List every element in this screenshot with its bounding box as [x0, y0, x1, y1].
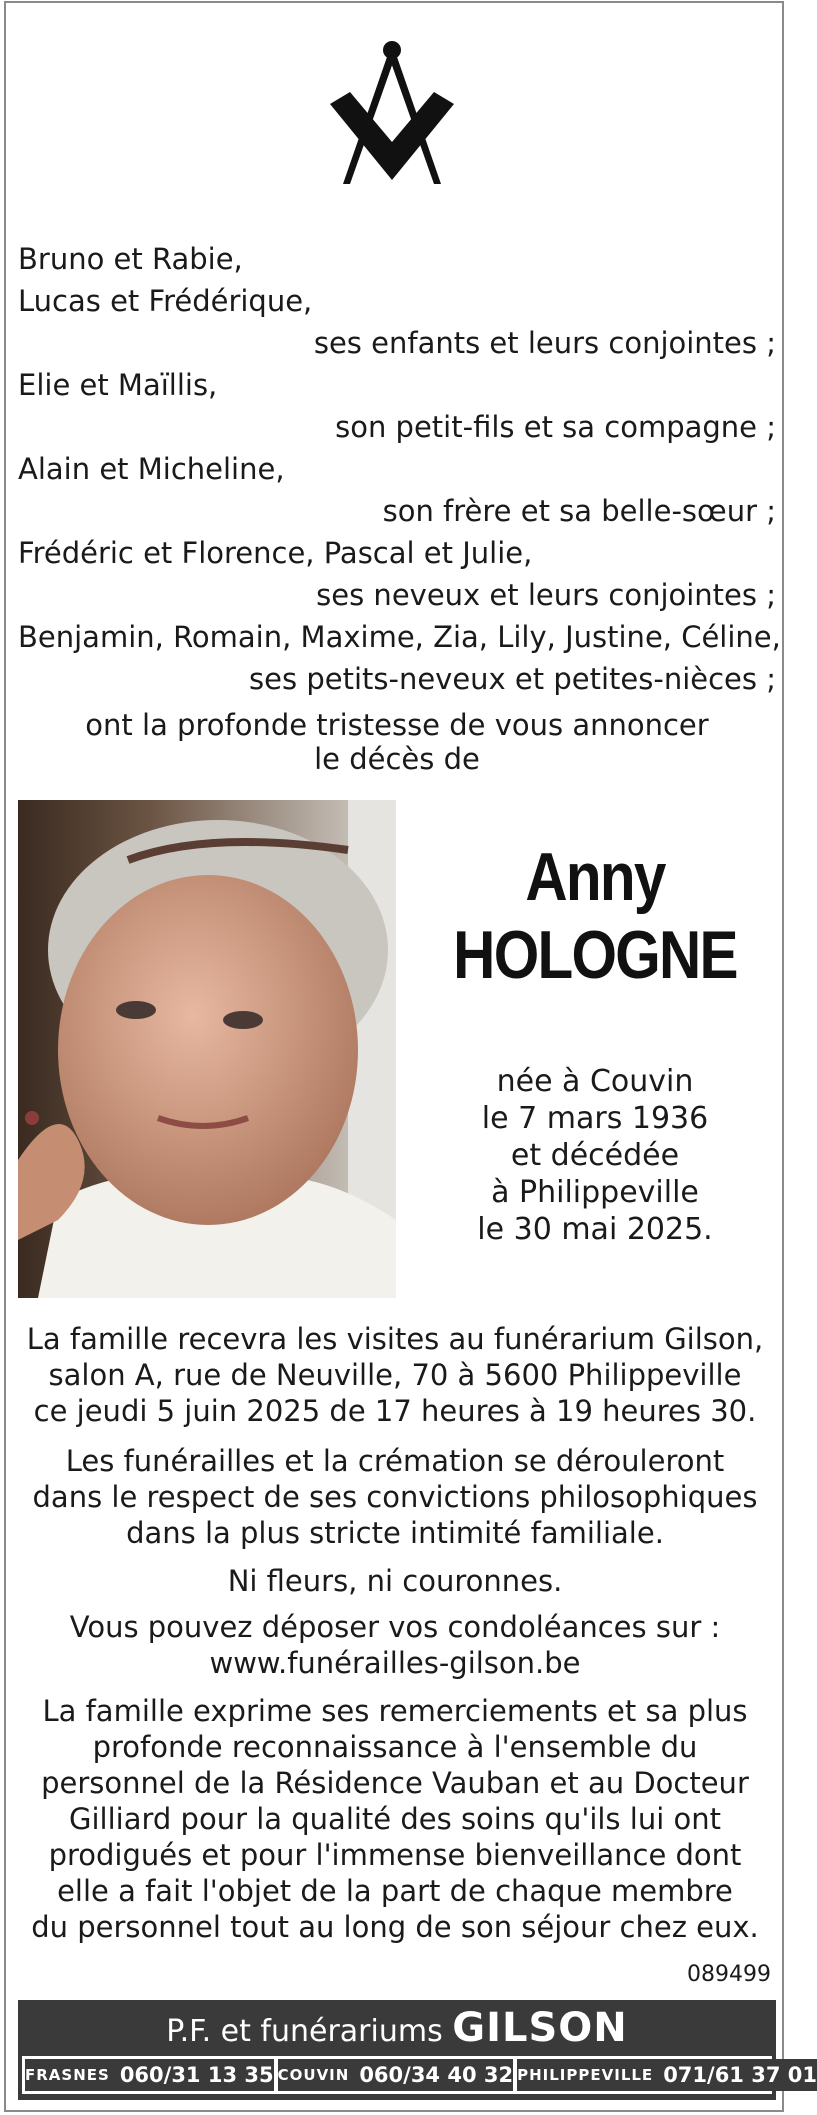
family-line: ses neveux et leurs conjointes ;	[316, 578, 776, 612]
paragraph-line: profonde reconnaissance à l'ensemble du	[92, 1730, 698, 1764]
deceased-first-name: Anny	[525, 839, 665, 915]
family-line: son frère et sa belle-sœur ;	[382, 494, 776, 528]
paragraph-line: ce jeudi 5 juin 2025 de 17 heures à 19 heures 30.	[33, 1394, 757, 1428]
family-line: Frédéric et Florence, Pascal et Julie,	[18, 536, 533, 570]
square-and-compass-icon	[330, 38, 454, 184]
family-line: son petit-fils et sa compagne ;	[335, 410, 776, 444]
family-line: ses petits-neveux et petites-nièces ;	[249, 662, 776, 696]
family-line: ont la profonde tristesse de vous annoncer	[85, 708, 709, 742]
funeral-home-brand: GILSON	[452, 2005, 628, 2051]
funeral-home-footer	[18, 2000, 817, 2100]
paragraph-line: Ni fleurs, ni couronnes.	[227, 1564, 563, 1598]
paragraph-line: salon A, rue de Neuville, 70 à 5600 Philippeville	[48, 1358, 742, 1392]
family-line: Bruno et Rabie,	[18, 242, 243, 276]
phone-city: FRASNES	[25, 2066, 110, 2084]
phone-number: 060/31 13 35	[119, 2063, 274, 2087]
birth-death-dates	[440, 1063, 750, 1248]
paragraph-line: www.funérailles-gilson.be	[209, 1646, 581, 1680]
phone-entry-frasnes	[25, 2059, 274, 2091]
family-announcement	[18, 238, 781, 780]
paragraph-line: Les funérailles et la crémation se dérouleront	[65, 1444, 725, 1478]
family-line: le décès de	[314, 742, 480, 776]
phone-entry-philippeville	[517, 2059, 817, 2091]
visitation-paragraph	[14, 1321, 776, 1429]
thanks-paragraph	[14, 1693, 776, 1945]
date-line: le 30 mai 2025.	[477, 1212, 713, 1247]
date-line: née à Couvin	[496, 1064, 694, 1099]
phone-city: COUVIN	[277, 2066, 350, 2084]
paragraph-line: personnel de la Résidence Vauban et au Docteur	[41, 1766, 749, 1800]
paragraph-line: dans le respect de ses convictions philosophiques	[32, 1480, 758, 1514]
family-line: Alain et Micheline,	[18, 452, 285, 486]
paragraph-line: Vous pouvez déposer vos condoléances sur :	[69, 1610, 721, 1644]
date-line: et décédée	[510, 1138, 680, 1173]
family-line: Elie et Maïllis,	[18, 368, 218, 402]
reference-number: 089499	[687, 1962, 771, 1987]
family-line: ses enfants et leurs conjointes ;	[313, 326, 776, 360]
paragraph-line: La famille exprime ses remerciements et sa plus	[42, 1694, 748, 1728]
family-line: Benjamin, Romain, Maxime, Zia, Lily, Justine, Céline,	[18, 620, 781, 654]
paragraph-line: elle a fait l'objet de la part de chaque membre	[57, 1874, 733, 1908]
deceased-portrait-photo	[18, 800, 396, 1298]
phone-city: PHILIPPEVILLE	[517, 2066, 654, 2084]
funeral-home-prefix: P.F. et funérariums	[166, 2014, 443, 2049]
paragraph-line: du personnel tout au long de son séjour chez eux.	[31, 1910, 759, 1944]
date-line: le 7 mars 1936	[481, 1101, 709, 1136]
phone-number: 060/34 40 32	[359, 2063, 514, 2087]
date-line: à Philippeville	[491, 1175, 699, 1210]
phone-entry-couvin	[278, 2059, 514, 2091]
paragraph-line: Gilliard pour la qualité des soins qu'ils lui ont	[69, 1802, 721, 1836]
paragraph-line: dans la plus stricte intimité familiale.	[126, 1516, 664, 1550]
condolences-paragraph	[14, 1609, 776, 1681]
paragraph-line: La famille recevra les visites au funérarium Gilson,	[26, 1322, 764, 1356]
funeral-paragraph	[14, 1443, 776, 1551]
paragraph-line: prodigués et pour l'immense bienveillance dont	[48, 1838, 742, 1872]
family-line: Lucas et Frédérique,	[18, 284, 313, 318]
no-flowers-paragraph	[14, 1563, 776, 1599]
phone-number: 071/61 37 01	[663, 2063, 817, 2087]
deceased-last-name: HOLOGNE	[453, 917, 737, 993]
phone-list	[22, 2056, 817, 2094]
funeral-home-name	[18, 2006, 776, 2054]
